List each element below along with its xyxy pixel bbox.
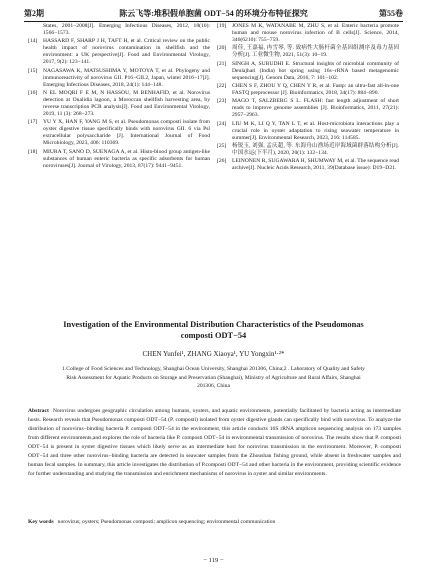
reference-text: HASSARD F, SHARP J H, TAFT H, et al. Critical review on the public health impact of norovirus contamination in shellfish and the environment: a UK perspective[J]. Food and Environmental Virology, 2017, 9(2): 123−141.	[43, 38, 210, 66]
reference-item	[28, 38, 210, 66]
reference-text: NAGASAWA K, MATSUSHIMA Y, MOTOYA T, et al. Phylogeny and immunoreactivity of norovirus GII. P16−GII.2, Japan, winter 2016−17[J]. Emerging Infectious Diseases, 2018, 24(1): 144−148.	[43, 67, 210, 88]
reference-number: [15]	[28, 67, 38, 74]
author-list: CHEN Yunfei¹, ZHANG Xiaoya¹, YU Yongxin¹·²*	[142, 350, 285, 358]
reference-item	[217, 121, 399, 142]
reference-number: [26]	[217, 158, 227, 165]
reference-number: [14]	[28, 38, 38, 45]
abstract	[28, 407, 401, 479]
reference-item	[217, 61, 399, 82]
reference-item	[217, 143, 399, 157]
running-header	[24, 8, 403, 22]
reference-number: [16]	[28, 90, 38, 97]
reference-text: MAGO T, SALZBERG S L. FLASH: fast length adjustment of short reads to improve genome assemblies [J]. Bioinformatics, 2011, 27(21): 2957−2963.	[232, 98, 399, 119]
reference-text: 周佳, 王嘉福, 冉雪琴, 等. 致病性大肠杆菌全基因组测序及毒力基因分析[J]. 工业微生物, 2021, 51(3): 10−19.	[232, 45, 399, 59]
page-number: − 119 −	[203, 557, 224, 564]
reference-item	[217, 45, 399, 59]
reference-item	[28, 23, 210, 37]
reference-item	[28, 149, 210, 170]
reference-item	[217, 158, 399, 172]
header-divider	[24, 21, 403, 22]
reference-number: [25]	[217, 143, 227, 150]
paper-title	[20, 319, 407, 342]
running-title: 陈云飞等:堆积假单胞菌 ODT−54 的环境分布特征探究	[119, 9, 308, 18]
volume-number: 第55卷	[379, 9, 403, 18]
reference-text: N EL MOQRI F E M, N HASSOU, M BENHAFID, et al. Norovirus detection at Oualidia lagoon, a Moroccan shellfish harvesting area, by reverse transcription PCR analysis[J]. Food and Environmental Virology, 2019, 11 (3): 268−273.	[43, 90, 210, 117]
reference-text: LEINONEN R, SUGAWARA H, SHUMWAY M, et al. The sequence read archive[J]. Nucleic Acids Research, 2011, 39(Database issue): D19−D21.	[232, 158, 399, 172]
abstract-label: Abstract	[28, 408, 49, 414]
reference-text: States, 2001−2008[J]. Emerging Infectious Diseases, 2012, 18(10): 1566−1573.	[43, 23, 210, 36]
reference-item	[217, 83, 399, 97]
reference-text: YU Y X, HAN F, YANG M S, et al. Pseudomonas composti isolate from oyster digestive tissue specifically binds with norovirus GII. 6 via Psl extracellular polysaccharide [J]. International Journal of Food Microbiology, 2023, 406: 110369.	[43, 119, 210, 147]
reference-item	[217, 98, 399, 119]
reference-text: MIURA T, SANO D, SUENAGA A, et al. Histo-blood group antigen-like substances of human enteric bacteria as specific adsorbents for human noroviruses[J]. Journal of Virology, 2013, 87(17): 9441−9451.	[43, 148, 210, 169]
paper-title-line-1: Investigation of the Environmental Distribution Characteristics of the Pseudomonas	[63, 320, 364, 329]
reference-item	[217, 23, 399, 44]
reference-text: 杨锐玉, 刘强, 孟庆超, 等. 东海舟山渔场近岸海域菌群落结构分析[J]. 中国水运(下半月), 2020, 20(1): 132−134.	[232, 143, 399, 157]
author-affiliation: 1.College of Food Sciences and Technology, Shanghai Ocean University, Shanghai 201306, China;2 . Laboratory of Quality and Safety Risk Assessment for Aquatic Products on Storage and Preservation (Shanghai), Ministry of Agriculture and Rural Affairs, Shanghai 201306, China	[62, 366, 365, 390]
reference-item	[28, 90, 210, 118]
abstract-text: Norovirus undergoes geographic circulation among humans, oysters, and aquatic environments, potentially facilitated by bacteria acting as intermediate hosts. Research reveals that Pseudomonas composti ODT−54 (P. composti) isolated from oyster digestive glands can specifically bind with norovirus. To analyze the distribution of norovirus−binding bacteria P. composti ODT−54 in the environment, this article conducts 16S rRNA amplicon sequencing analysis on 173 samples from different environments,and explores the role of bacteria like P. composti ODT−54 in environmental transmission of norovirus. The results show that P. composti ODT−54 is present in oyster digestive tissues which likely serve as an intermediate host for norovirus transmission in the environment. Moreover, P. composti ODT−54 and three other norovirus−binding bacteria are detected in seawater samples from the Zhoushan fishing ground, while absent in freshwater samples and human fecal samples. In summary, this article investigates the distribution of P.composti ODT−54 and other bacteria in the environment, providing scientific evidence for further understanding and studying the transmission and enrichment mechanisms of norovirus in oyster and similar environments.	[28, 408, 401, 478]
issue-number: 第2期	[24, 9, 44, 18]
reference-text: SINGH A, SUBUDHI E. Structural insights of microbial community of Deulajhari (India) hot spring using 16s−rRNA based metagenomic sequencing[J]. Genom Data, 2016, 7: 101−102.	[232, 60, 399, 81]
references-right-column	[217, 23, 399, 174]
keywords	[28, 519, 401, 525]
paper-title-line-2: composti ODT−54	[180, 331, 247, 341]
reference-number: [24]	[217, 120, 227, 127]
reference-number: [17]	[28, 119, 38, 126]
reference-text: JONES M K, WATANABE M, ZHU S, et al. Enteric bacteria promote human and mouse norovirus infection of B cells[J]. Science, 2014, 346(6210): 755−759.	[232, 23, 399, 43]
reference-number: [22]	[217, 83, 227, 90]
reference-number: [21]	[217, 60, 227, 67]
reference-text: LIU M K, LI Q Y, TAN L T, et al. Host-microbiota interactions play a crucial role in oyster adaptation to rising seawater temperature in summer[J]. Environmental Research, 2023, 216: 114585.	[232, 120, 399, 141]
reference-item	[28, 68, 210, 89]
reference-number: [18]	[28, 148, 38, 155]
reference-number	[28, 23, 43, 37]
reference-number: [19]	[217, 23, 227, 29]
reference-number: [20]	[217, 45, 227, 52]
reference-number: [23]	[217, 98, 227, 105]
reference-text: CHEN S F, ZHOU Y Q, CHEN Y R, et al. Fastp: an ultra-fast all-in-one FASTQ preprocessor [J]. Bioinformatics, 2018, 34(17): 884−890.	[232, 83, 399, 97]
keywords-text: norovirus; oysters; Pseudomonas composti; amplicon sequencing; environmental communication	[57, 519, 276, 525]
references-left-column	[28, 23, 210, 171]
keywords-label: Key words	[28, 519, 54, 525]
reference-item	[28, 119, 210, 147]
